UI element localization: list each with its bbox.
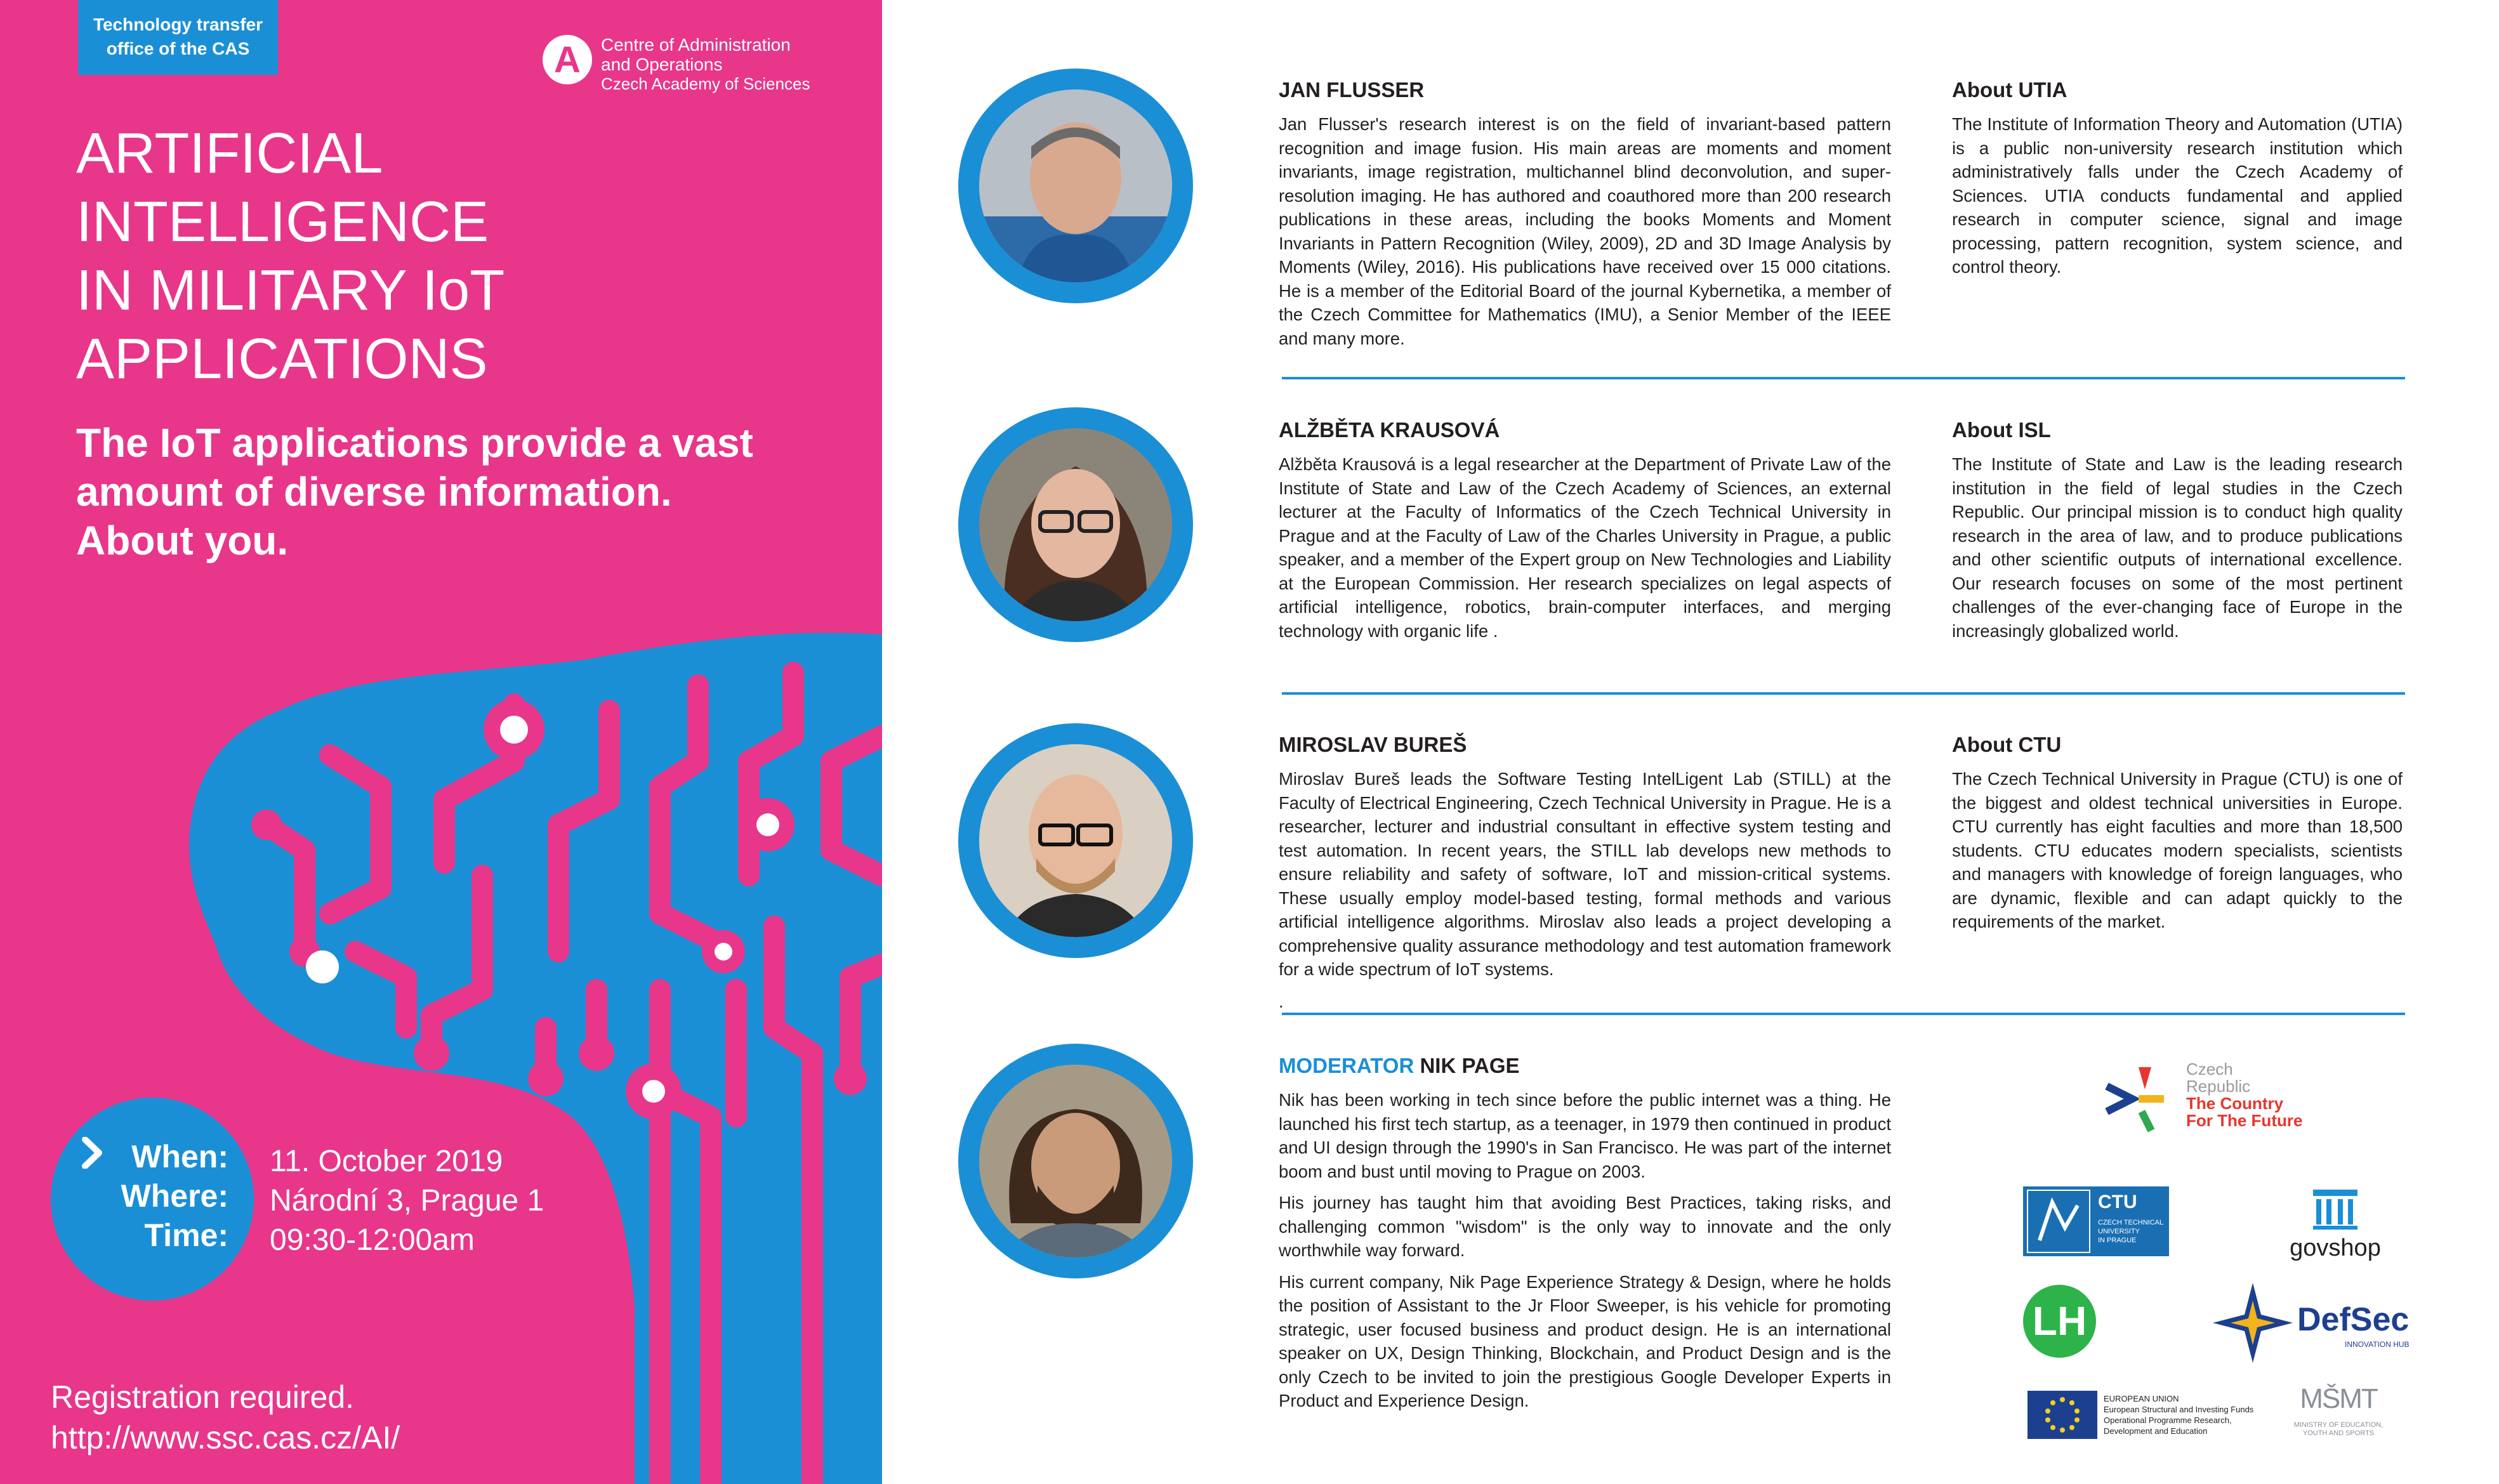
- cao-logo-text: [601, 35, 810, 94]
- eu-line-4: Development and Education: [2104, 1426, 2208, 1436]
- moderator-heading: [1279, 1053, 1520, 1079]
- defsec-star-icon: [2212, 1282, 2294, 1364]
- govshop-label: govshop: [2290, 1235, 2381, 1261]
- cao-line-1: Centre of Administration: [601, 35, 791, 55]
- event-date: 11. October 2019: [270, 1145, 503, 1178]
- czech-republic-logo-mark: [2100, 1061, 2170, 1137]
- about-text-utia: The Institute of Information Theory and Automation (UTIA) is a public non-university research institution which administratively falls under the Czech Academy of Sciences. UTIA conducts fundamental and applied research in computer science, signal and image processing, pattern recognition, system science, and control theory.: [1952, 114, 2403, 277]
- speaker-bio-flusser: Jan Flusser's research interest is on the field of invariant-based pattern recognition and image fusion. His main areas are moments and moment invariants, image registration, multichannel blind deconvolution, and super-resolution imaging. He has authored and coauthored more than 200 research publications in these areas, including the books Moments and Moment Invariants in Pattern Recognition (Wiley, 2009), 2D and 3D Image Analysis by Moments (Wiley, 2016). His publications have received over 15 000 citations. He is a member of the Editorial Board of the journal Kybernetika, a member of the Czech Committee for Mathematics (IMU), a Senior Member of the IEEE and many more.: [1279, 114, 1891, 348]
- section-divider: [1282, 377, 2405, 379]
- cao-line-2: and Operations: [601, 55, 723, 74]
- eu-funds-logo: [2028, 1391, 2294, 1440]
- ctu-subtext: [2098, 1218, 2163, 1245]
- eu-line-1: EUROPEAN UNION: [2104, 1394, 2179, 1403]
- badge-line-2: office of the CAS: [106, 39, 250, 58]
- cr-line-4: For The Future: [2186, 1111, 2303, 1130]
- defsec-logo: [2212, 1282, 2421, 1367]
- about-text-ctu: The Czech Technical University in Prague (CTU) is one of the biggest and oldest technical universities in Europe. CTU currently has eight faculties and more than 18,500 students. CTU educates modern specialists, scientists and managers with knowledge of foreign languages, who are dynamic, flexible and can adapt quickly to the requirements of the market.: [1952, 769, 2403, 931]
- event-info-values: [270, 1142, 714, 1260]
- technology-transfer-badge: [78, 0, 278, 75]
- speaker-bio-bures: Miroslav Bureš leads the Software Testing IntelLigent Lab (STILL) at the Faculty of Electrical Engineering, Czech Technical University in Prague. He is a researcher, lecturer and industrial consultant in effective system testing and test automation. In recent years, the STILL lab develops new methods to ensure reliability and safety of software, IoT and mission-critical systems. These usually employ model-based testing, formal methods and various artificial intelligence algorithms. Miroslav also leads a project developing a comprehensive quality assurance methodology and test automation framework for a wide spectrum of IoT systems.: [1279, 769, 1891, 979]
- msmt-sub-2: YOUTH AND SPORTS: [2302, 1429, 2375, 1437]
- msmt-label: MŠMT: [2300, 1383, 2377, 1414]
- cao-logo-mark: A: [543, 35, 592, 84]
- speaker-photo-krausova: [979, 428, 1172, 621]
- time-label: Time:: [144, 1218, 228, 1253]
- moderator-bio-paragraph: His journey has taught him that avoiding Best Practices, taking risks, and challenging common "wisdom" is the only way to innovate and the only worthwhile way forward.: [1279, 1193, 1891, 1260]
- moderator-role: MODERATOR: [1279, 1054, 1414, 1077]
- event-title: [76, 119, 838, 393]
- speaker-bio-trailing-dot: .: [1279, 992, 1284, 1011]
- eu-text: [2104, 1393, 2253, 1436]
- title-line-4: APPLICATIONS: [76, 327, 488, 391]
- eu-flag-icon: [2028, 1391, 2097, 1439]
- moderator-bio-paragraph: Nik has been working in tech since before the public internet was a thing. He launched his first tech startup, as a teenager, in 1979 then continued in product and UI design through the 1990's in San Francisco. He was part of the internet boom and bust until moving to Prague on 2003.: [1279, 1090, 1891, 1181]
- cao-line-3: Czech Academy of Sciences: [601, 74, 810, 93]
- when-label: When:: [131, 1139, 228, 1174]
- msmt-logo: [2285, 1383, 2392, 1447]
- moderator-bio: [1279, 1088, 1891, 1421]
- speaker-photo-flusser: [979, 89, 1172, 282]
- event-time: 09:30-12:00am: [270, 1223, 475, 1257]
- msmt-sub-1: MINISTRY OF EDUCATION,: [2293, 1421, 2384, 1429]
- about-title-ctu: About CTU: [1952, 733, 2062, 756]
- subtitle-line-1: The IoT applications provide a vast: [76, 420, 753, 466]
- event-subtitle: [76, 419, 863, 565]
- registration-note: Registration required.: [51, 1379, 355, 1415]
- ctu-label: CTU: [2098, 1192, 2137, 1212]
- govshop-logo: [2281, 1186, 2389, 1263]
- subtitle-line-2: amount of diverse information.: [76, 469, 672, 515]
- eu-line-2: European Structural and Investing Funds: [2104, 1405, 2254, 1414]
- title-line-1: ARTIFICIAL: [76, 122, 383, 185]
- ctu-sub-3: IN PRAGUE: [2098, 1237, 2137, 1244]
- govshop-building-icon: [2310, 1186, 2361, 1231]
- speaker-name-flusser: JAN FLUSSER: [1279, 78, 1425, 102]
- about-title-utia: About UTIA: [1952, 78, 2067, 102]
- czech-republic-logo: [2100, 1061, 2310, 1137]
- speaker-photo-frame-bures: [958, 723, 1193, 958]
- ctu-sub-1: CZECH TECHNICAL: [2098, 1219, 2164, 1226]
- cao-logo: [543, 35, 841, 105]
- ctu-lion-icon: [2027, 1190, 2090, 1253]
- czech-republic-text: [2186, 1061, 2302, 1129]
- ctu-logo: [2023, 1186, 2169, 1256]
- msmt-subtext: [2285, 1421, 2392, 1438]
- event-location: Národní 3, Prague 1: [270, 1184, 544, 1218]
- speaker-photo-frame-flusser: [958, 69, 1193, 303]
- where-label: Where:: [121, 1178, 228, 1214]
- moderator-photo: [979, 1065, 1172, 1257]
- speaker-name-bures: MIROSLAV BUREŠ: [1279, 733, 1467, 756]
- speaker-name-krausova: ALŽBĚTA KRAUSOVÁ: [1279, 418, 1500, 442]
- lh-logo: [2023, 1285, 2096, 1358]
- event-info-labels: [95, 1138, 228, 1264]
- cr-line-1: Czech: [2186, 1060, 2233, 1079]
- section-divider: [1282, 1013, 2405, 1015]
- badge-line-1: Technology transfer: [93, 15, 263, 34]
- title-line-2: INTELLIGENCE: [76, 190, 489, 254]
- about-text-isl: The Institute of State and Law is the leading research institution in the field of legal studies in the Czech Republic. Our principal mission is to conduct high quality research in the area of law, and to produce publications and other scientific outputs of international excellence. Our research focuses on some of the most pertinent challenges of the ever-changing face of Europe in the increasingly globalized world.: [1952, 454, 2403, 641]
- registration-info: [51, 1377, 844, 1458]
- registration-link[interactable]: http://www.ssc.cas.cz/AI/: [51, 1420, 400, 1455]
- cr-line-2: Republic: [2186, 1077, 2251, 1096]
- speaker-bio-krausova: Alžběta Krausová is a legal researcher at the Department of Private Law of the Institute of State and Law of the Czech Academy of Sciences, an external lecturer at the Faculty of Informatics of the Czech Technical University in Prague and at the Faculty of Law of the Charles University in Prague, a public speaker, and a member of the Expert group on New Technologies and Liability at the European Commission. Her research specializes on legal aspects of artificial intelligence, robotics, brain-computer interfaces, and merging technology with organic life .: [1279, 454, 1891, 641]
- speaker-photo-frame-krausova: [958, 407, 1193, 642]
- speaker-photo-bures: [979, 744, 1172, 937]
- defsec-sub: INNOVATION HUB: [2345, 1340, 2410, 1349]
- title-line-3: IN MILITARY IoT: [76, 259, 505, 322]
- section-divider: [1282, 692, 2405, 695]
- lh-label: LH: [2032, 1298, 2087, 1344]
- eu-line-3: Operational Programme Research,: [2104, 1415, 2232, 1425]
- moderator-bio-paragraph: His current company, Nik Page Experience Strategy & Design, where he holds the position of Assistant to the Jr Floor Sweeper, is his vehicle for promoting strategic, user focused business and product design. He is an international speaker on UX, Design Thinking, Blockchain, and Product Design and is the only Czech to be invited to join the prestigious Google Developer Experts in Product and Experience Design.: [1279, 1271, 1891, 1410]
- ctu-sub-2: UNIVERSITY: [2098, 1228, 2140, 1235]
- about-title-isl: About ISL: [1952, 418, 2051, 442]
- moderator-photo-frame: [958, 1044, 1193, 1278]
- left-panel: [0, 0, 882, 1484]
- subtitle-line-3: About you.: [76, 518, 289, 563]
- cr-line-3: The Country: [2186, 1094, 2284, 1113]
- defsec-label: DefSec: [2297, 1301, 2410, 1338]
- moderator-name: NIK PAGE: [1420, 1054, 1520, 1077]
